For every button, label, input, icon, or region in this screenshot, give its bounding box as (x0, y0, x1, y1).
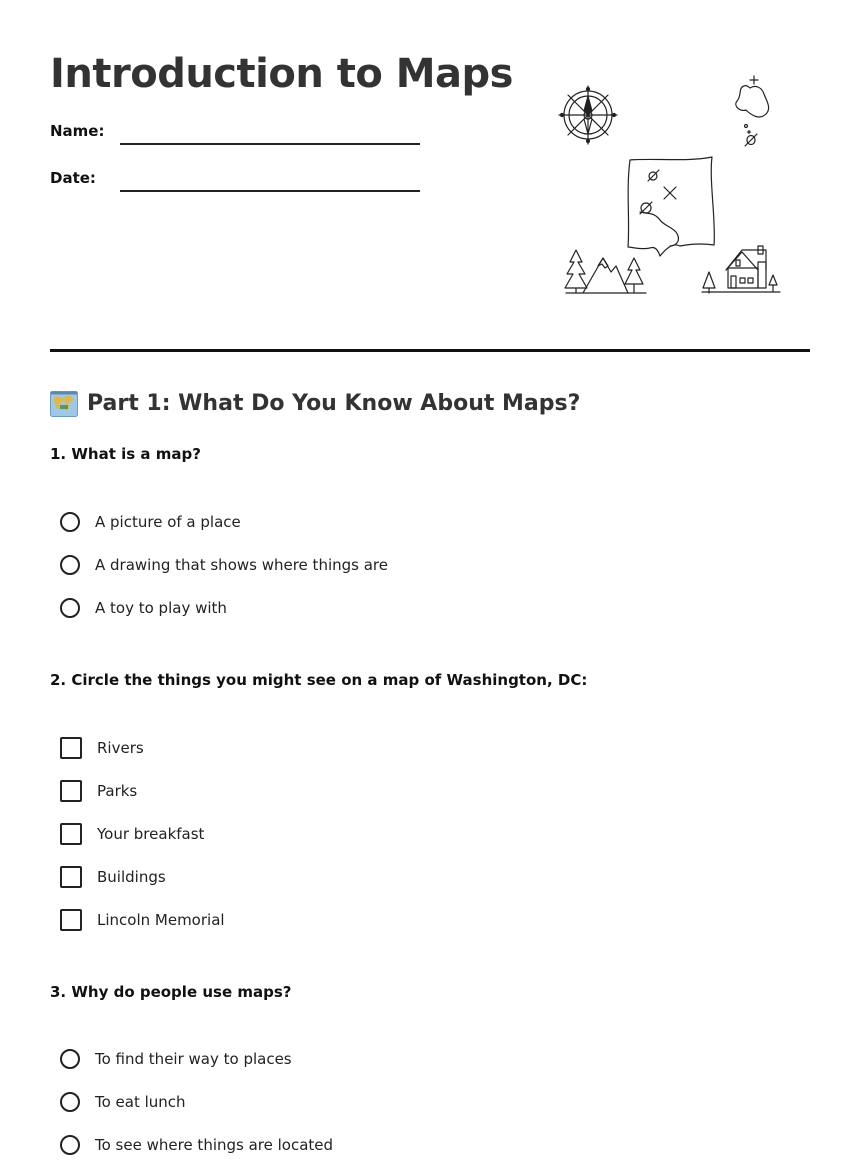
trees-mountain-icon (565, 250, 646, 293)
option-label: To see where things are located (95, 1136, 334, 1154)
question-1: 1. What is a map? (50, 445, 201, 463)
q2-option-2[interactable] (60, 778, 137, 804)
q2-option-1[interactable] (60, 735, 144, 761)
checkbox[interactable] (60, 823, 82, 845)
radio-button[interactable] (60, 1049, 80, 1069)
q3-option-2[interactable] (60, 1089, 186, 1115)
option-label: Your breakfast (97, 825, 205, 843)
option-label: To eat lunch (95, 1093, 186, 1111)
world-map-emoji-icon (50, 391, 78, 417)
q1-option-2[interactable] (60, 552, 388, 578)
date-field-line[interactable] (120, 190, 420, 192)
option-label: Parks (97, 782, 138, 800)
checkbox[interactable] (60, 780, 82, 802)
map-illustration (552, 72, 784, 300)
q1-option-3[interactable] (60, 595, 227, 621)
question-3: 3. Why do people use maps? (50, 983, 292, 1001)
ink-blot-icon (736, 76, 769, 146)
part-1-heading-text: Part 1: What Do You Know About Maps? (87, 391, 581, 416)
radio-button[interactable] (60, 1092, 80, 1112)
name-label: Name: (50, 122, 105, 140)
option-label: A picture of a place (95, 513, 241, 531)
q2-option-5[interactable] (60, 907, 225, 933)
compass-icon (559, 86, 617, 144)
q1-option-1[interactable] (60, 509, 241, 535)
option-label: Rivers (97, 739, 144, 757)
option-label: Buildings (97, 868, 166, 886)
checkbox[interactable] (60, 866, 82, 888)
q3-option-1[interactable] (60, 1046, 292, 1072)
option-label: To find their way to places (95, 1050, 292, 1068)
q3-option-3[interactable] (60, 1132, 333, 1158)
radio-button[interactable] (60, 598, 80, 618)
checkbox[interactable] (60, 909, 82, 931)
radio-button[interactable] (60, 555, 80, 575)
q2-option-4[interactable] (60, 864, 166, 890)
radio-button[interactable] (60, 512, 80, 532)
date-label: Date: (50, 169, 96, 187)
q2-option-3[interactable] (60, 821, 204, 847)
question-2: 2. Circle the things you might see on a map of Washington, DC: (50, 671, 588, 689)
name-field-line[interactable] (120, 143, 420, 145)
option-label: A toy to play with (95, 599, 227, 617)
treasure-map-icon (628, 157, 714, 256)
option-label: Lincoln Memorial (97, 911, 225, 929)
option-label: A drawing that shows where things are (95, 556, 388, 574)
page-title: Introduction to Maps (50, 51, 513, 97)
house-icon (702, 246, 780, 293)
checkbox[interactable] (60, 737, 82, 759)
part-1-heading (50, 388, 580, 420)
radio-button[interactable] (60, 1135, 80, 1155)
section-divider (50, 349, 810, 352)
